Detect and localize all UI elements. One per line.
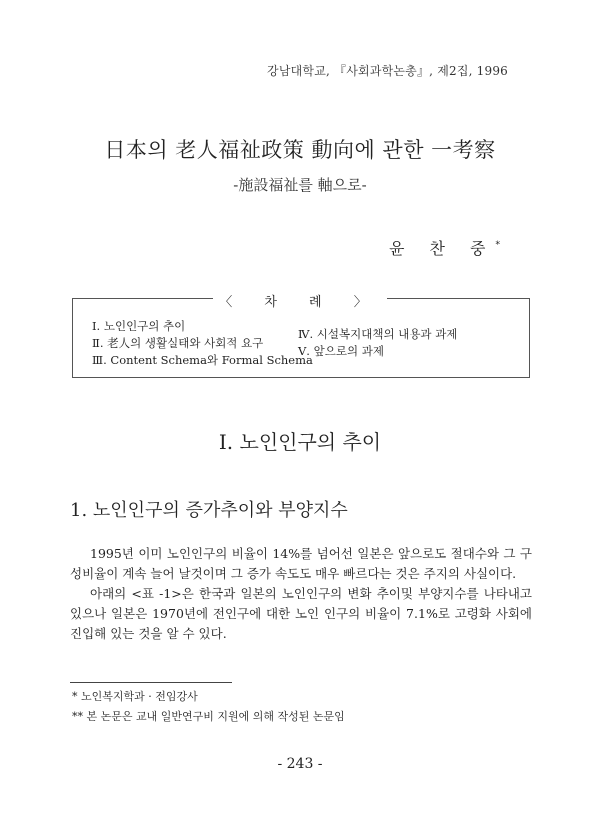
toc-item: Ⅴ. 앞으로의 과제	[298, 344, 384, 358]
body-paragraph: 1995년 이미 노인인구의 비율이 14%를 넘어선 일본은 앞으로도 절대수와 그 구성비율이 계속 늘어 날것이며 그 증가 속도도 매우 빠르다는 것은 주지의 사실이다.	[70, 546, 532, 581]
toc-heading-text: 〈 차 례 〉	[213, 295, 387, 310]
paper-subtitle: -施設福祉를 軸으로-	[233, 176, 367, 194]
footnote: ** 본 논문은 교내 일반연구비 지원에 의해 작성된 논문임	[72, 710, 345, 723]
footnote-divider	[70, 682, 232, 683]
toc-right-column	[298, 326, 457, 360]
toc-heading	[0, 291, 600, 310]
toc-item: Ⅲ. Content Schema와 Formal Schema	[92, 353, 313, 367]
author-name	[389, 236, 500, 259]
author-name-text: 윤 찬 중	[388, 239, 496, 258]
toc-item: Ⅱ. 老人의 생활실태와 사회적 요구	[92, 336, 264, 350]
journal-citation-header: 강남대학교, 『사회과학논총』, 제2집, 1996	[267, 64, 508, 78]
body-paragraph: 아래의 <표 -1>은 한국과 일본의 노인인구의 변화 추이및 부양지수를 나타내고 있으나 일본은 1970년에 전인구에 대한 노인 인구의 비율이 7.1%로 고령화 사회에 진입해 있는 것을 알 수 있다.	[70, 586, 532, 641]
toc-item: Ⅰ. 노인인구의 추이	[92, 319, 186, 333]
author-footnote-marker: *	[495, 240, 500, 251]
section-title: Ⅰ. 노인인구의 추이	[218, 430, 382, 454]
subsection-title: 1. 노인인구의 증가추이와 부양지수	[70, 500, 348, 521]
footnote: * 노인복지학과 · 전임강사	[72, 690, 198, 703]
paper-title: 日本의 老人福祉政策 動向에 관한 一考察	[104, 138, 496, 162]
page-number: - 243 -	[277, 756, 323, 772]
toc-item: Ⅳ. 시설복지대책의 내용과 과제	[298, 327, 458, 341]
toc-left-column	[92, 318, 313, 369]
